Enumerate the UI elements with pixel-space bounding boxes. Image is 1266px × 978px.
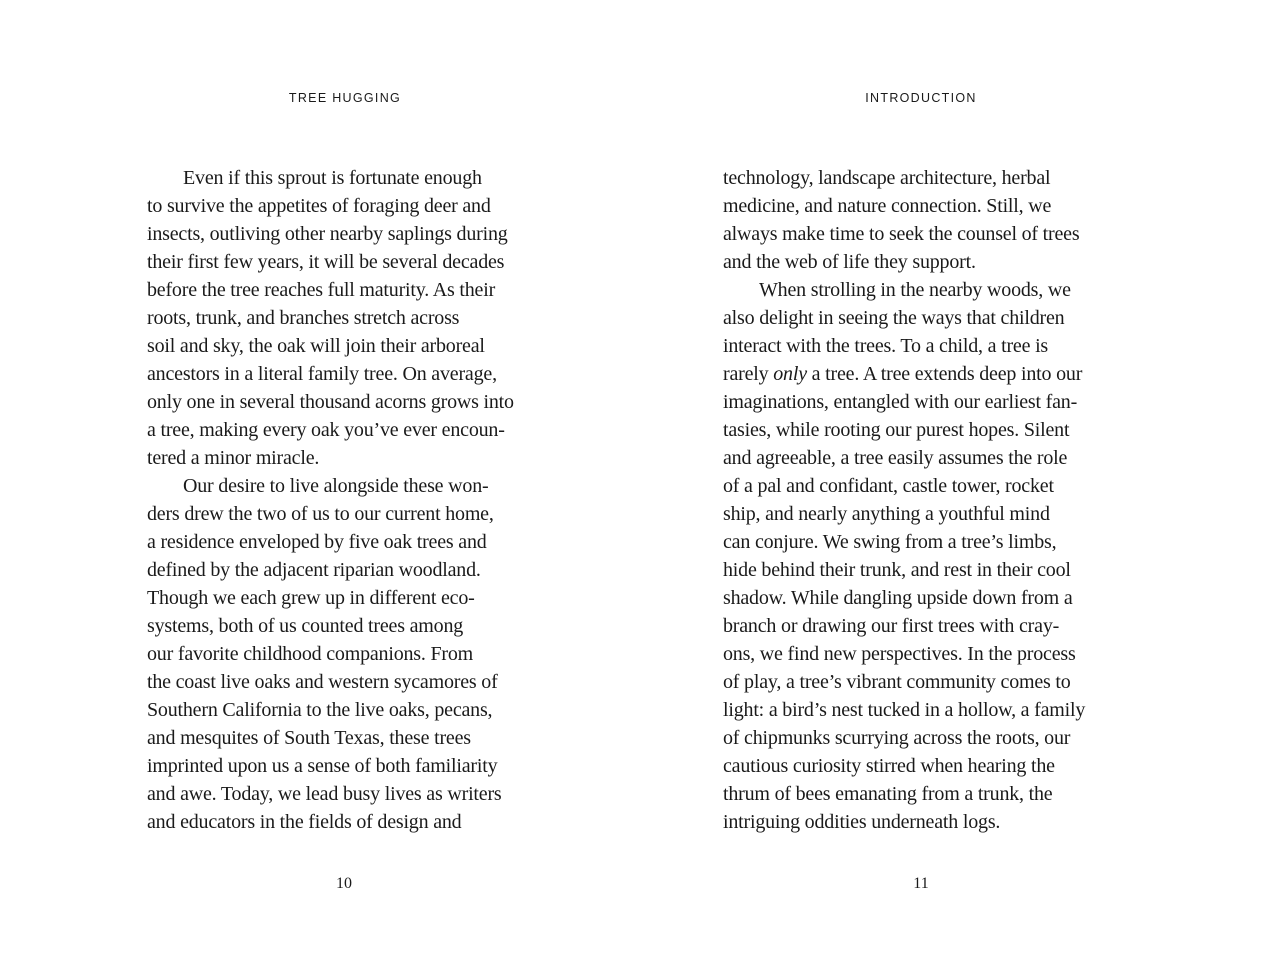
text-line: systems, both of us counted trees among (147, 615, 464, 637)
text-line: insects, outliving other nearby saplings during (147, 223, 508, 245)
body-text-right (723, 164, 1143, 836)
text-line: of chipmunks scurrying across the roots, our (723, 727, 1071, 749)
text-line: before the tree reaches full maturity. As their (147, 279, 496, 301)
running-head-left: TREE HUGGING (288, 91, 402, 105)
text-line: intriguing oddities underneath logs. (723, 811, 1001, 833)
text-line: a residence enveloped by five oak trees and (147, 531, 487, 553)
text-line: and educators in the fields of design and (147, 811, 462, 833)
text-line: branch or drawing our first trees with cray- (723, 615, 1060, 637)
text-line: light: a bird’s nest tucked in a hollow, a family (723, 699, 1086, 721)
text-line: tered a minor miracle. (147, 447, 320, 469)
text-line-with-emphasis (723, 360, 1143, 388)
text-line: shadow. While dangling upside down from a (723, 587, 1073, 609)
text-line: ons, we find new perspectives. In the process (723, 643, 1076, 665)
text-line: and awe. Today, we lead busy lives as writers (147, 783, 502, 805)
text-line: Though we each grew up in different eco- (147, 587, 475, 609)
text-line: their first few years, it will be several decades (147, 251, 505, 273)
text-line: interact with the trees. To a child, a tree is (723, 335, 1049, 357)
text-line: a tree, making every oak you’ve ever encoun- (147, 419, 505, 441)
text-line: ship, and nearly anything a youthful mind (723, 503, 1050, 525)
text-line: ders drew the two of us to our current home, (147, 503, 494, 525)
text-line: also delight in seeing the ways that children (723, 307, 1065, 329)
text-line: and the web of life they support. (723, 251, 976, 273)
text-line: Southern California to the live oaks, pecans, (147, 699, 493, 721)
text-line: roots, trunk, and branches stretch across (147, 307, 460, 329)
text-line: tasies, while rooting our purest hopes. Silent (723, 419, 1070, 441)
emphasis: only (773, 363, 807, 385)
text-line: our favorite childhood companions. From (147, 643, 474, 665)
text-segment: rarely (723, 363, 774, 385)
text-line: of a pal and confidant, castle tower, rocket (723, 475, 1054, 497)
text-line: defined by the adjacent riparian woodland. (147, 559, 481, 581)
text-line: When strolling in the nearby woods, we (759, 279, 1071, 301)
page-number-left: 10 (336, 875, 352, 892)
text-line: hide behind their trunk, and rest in their cool (723, 559, 1071, 581)
text-line: and agreeable, a tree easily assumes the role (723, 447, 1068, 469)
text-line: cautious curiosity stirred when hearing the (723, 755, 1055, 777)
text-line: Even if this sprout is fortunate enough (183, 167, 482, 189)
text-line: always make time to seek the counsel of trees (723, 223, 1080, 245)
text-line: and mesquites of South Texas, these trees (147, 727, 471, 749)
text-line: thrum of bees emanating from a trunk, the (723, 783, 1053, 805)
text-segment: a tree. A tree extends deep into our (806, 363, 1083, 385)
page-number-right: 11 (913, 875, 929, 892)
text-line: technology, landscape architecture, herbal (723, 167, 1051, 189)
text-line: the coast live oaks and western sycamores of (147, 671, 498, 693)
text-line: of play, a tree’s vibrant community comes to (723, 671, 1071, 693)
body-text-left (147, 164, 567, 836)
running-head-right: INTRODUCTION (865, 91, 977, 105)
text-line: to survive the appetites of foraging deer and (147, 195, 491, 217)
text-line: only one in several thousand acorns grows into (147, 391, 514, 413)
text-line: ancestors in a literal family tree. On average, (147, 363, 497, 385)
text-line: medicine, and nature connection. Still, we (723, 195, 1052, 217)
right-page (633, 0, 1266, 978)
text-line: imaginations, entangled with our earliest fan- (723, 391, 1078, 413)
text-line: Our desire to live alongside these won- (183, 475, 489, 497)
text-line: soil and sky, the oak will join their arboreal (147, 335, 485, 357)
text-line: can conjure. We swing from a tree’s limbs, (723, 531, 1057, 553)
text-line: imprinted upon us a sense of both familiarity (147, 755, 498, 777)
